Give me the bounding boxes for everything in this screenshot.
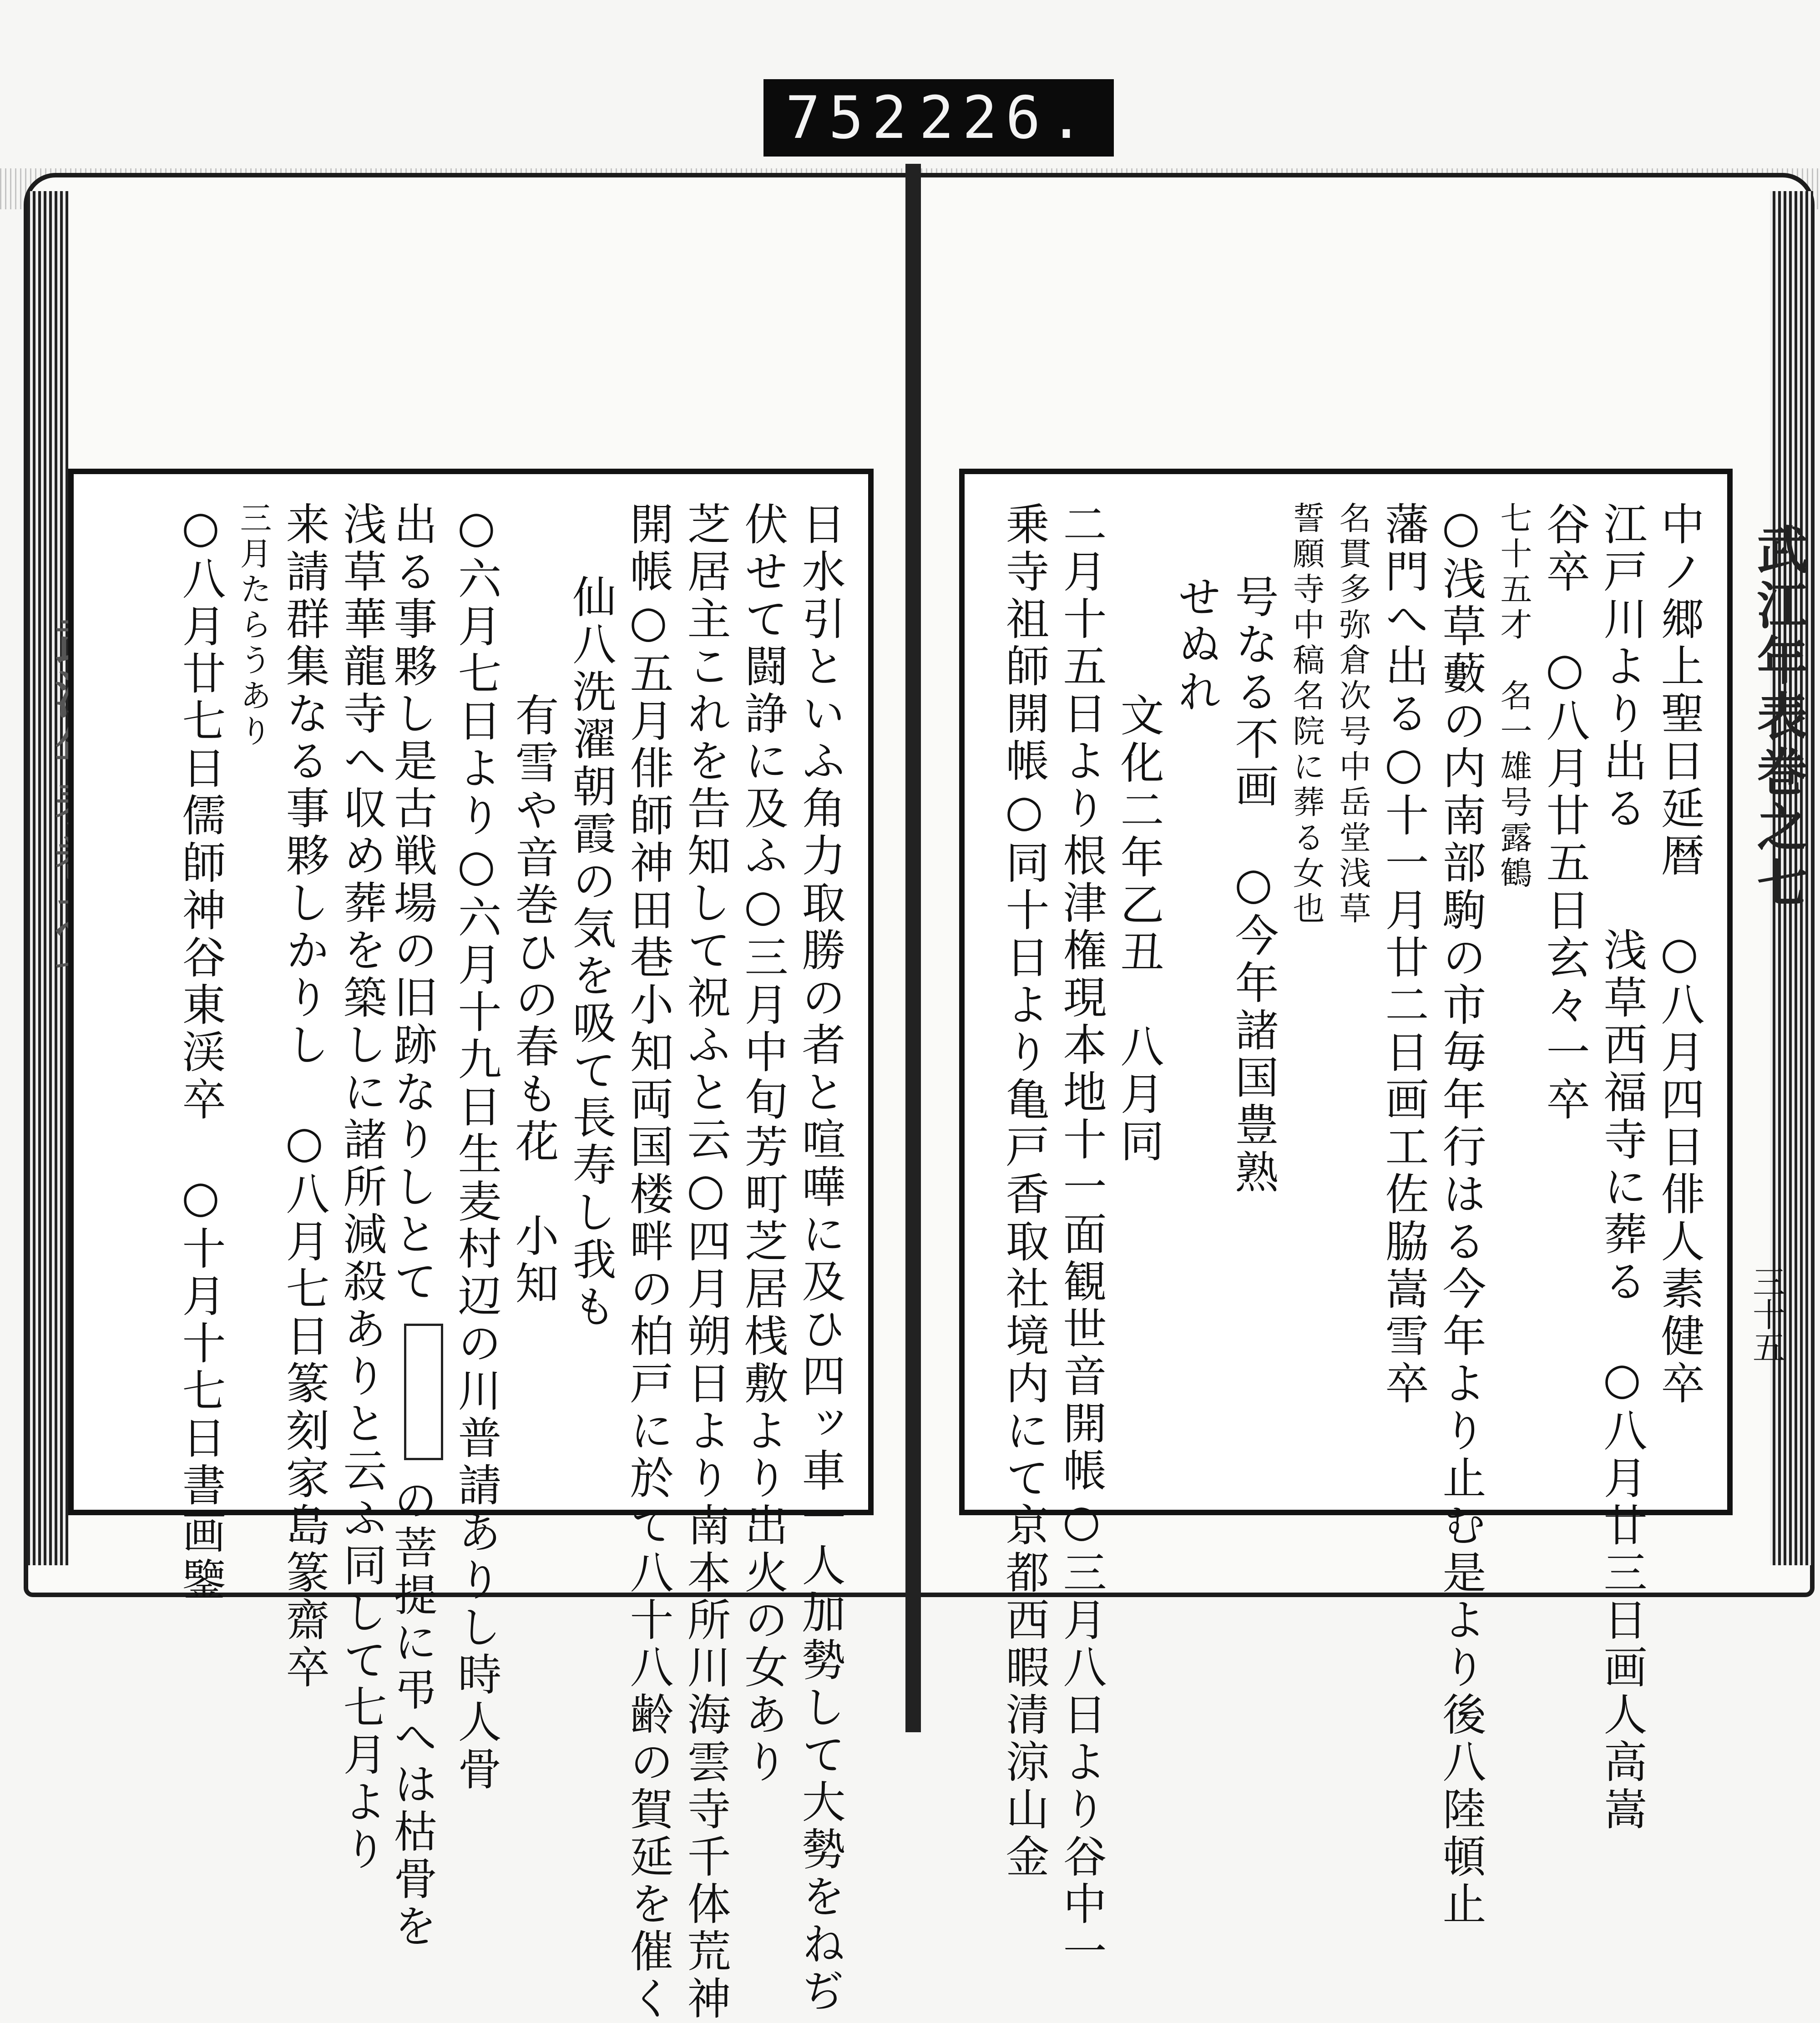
catalog-label xyxy=(763,79,1114,157)
blank-box xyxy=(404,1324,443,1460)
right-text-column: 中ノ郷上聖日延暦 ○八月四日俳人素健卒 xyxy=(1654,501,1705,1408)
era-heading: 文化二年乙丑 八月同 xyxy=(1113,693,1164,1166)
left-text-column: 伏せて闘諍に及ふ○三月中旬芳町芝居桟敷より出火の女あり xyxy=(738,501,789,1786)
left-text-column: 来請群集なる事夥しかりし ○八月七日篆刻家島篆齋卒 xyxy=(279,501,330,1692)
right-running-head: 武江年表巻之七 xyxy=(1749,523,1808,912)
left-page-frame xyxy=(68,469,874,2023)
right-text-column: 谷卒 ○八月廿五日玄々一卒 xyxy=(1539,501,1590,1124)
left-text-column: 仙八洗濯朝霞の気を吸て長寿し我も xyxy=(566,574,617,1331)
left-note-column: 三月たらうあり xyxy=(235,501,272,750)
right-text-column: 江戸川より出る 浅草西福寺に葬る ○八月廿三日画人高嵩 xyxy=(1597,501,1648,1834)
left-text-segment: 出る事夥し是古戦場の旧跡なりしとて xyxy=(387,501,438,1306)
book-spine xyxy=(905,164,921,1732)
left-text-segment: の菩提に弔へは枯骨を xyxy=(387,1477,438,1951)
left-poem-column: 有雪や音巻ひの春も花 小知 xyxy=(508,693,559,1308)
left-text-column: ○八月廿七日儒師神谷東渓卒 ○十月十七日書画鑒 xyxy=(175,501,226,1604)
right-text-column: 号なる不画 ○今年諸国豊熟 xyxy=(1228,574,1279,1197)
catalog-number-right: 226. xyxy=(919,84,1092,152)
right-text-column: 二月十五日より根津権現本地十一面観世音開帳○三月八日より谷中一 xyxy=(1056,501,1107,1976)
right-page-frame xyxy=(959,469,1733,1976)
right-text-column: せぬれ xyxy=(1171,574,1222,716)
right-note-column: 名貫多弥倉次号中岳堂浅草 xyxy=(1334,501,1371,927)
left-text-column: 浅草華龍寺へ収め葬を築しに諸所減殺ありと云ふ同して七月より xyxy=(336,501,387,1874)
left-text-column xyxy=(387,501,443,1951)
right-page-text xyxy=(965,474,1727,1976)
right-text-column: 乗寺祖師開帳○同十日より亀戸香取社境内にて京都西暇清涼山金 xyxy=(999,501,1050,1881)
left-page-text xyxy=(74,474,868,2023)
right-folio: 三十五 xyxy=(1747,1265,1785,1363)
right-note-column: 誓願寺中稿名院に葬る女也 xyxy=(1288,501,1325,927)
left-text-column: 開帳○五月俳師神田巷小知両国楼畔の柏戸に於て八十八齢の賀延を催く xyxy=(623,501,674,2023)
catalog-number-left: 752 xyxy=(785,84,915,152)
left-text-column: 日水引といふ角力取勝の者と喧嘩に及ひ四ッ車一人加勢して大勢をねぢ xyxy=(795,501,846,2016)
right-note-column: 七十五才 名一雄号露鶴 xyxy=(1495,501,1532,892)
right-text-column: 藩門へ出る○十一月廿二日画工佐脇嵩雪卒 xyxy=(1378,501,1429,1408)
left-text-column: ○六月七日より○六月十九日生麦村辺の川普請ありし時人骨 xyxy=(451,501,502,1794)
left-text-column: 芝居主これを告知して祝ふと云○四月朔日より南本所川海雲寺千体荒神 xyxy=(680,501,731,2023)
right-text-column: ○浅草藪の内南部駒の市毎年行はる今年より止む是より後八陸頓止 xyxy=(1436,501,1486,1928)
